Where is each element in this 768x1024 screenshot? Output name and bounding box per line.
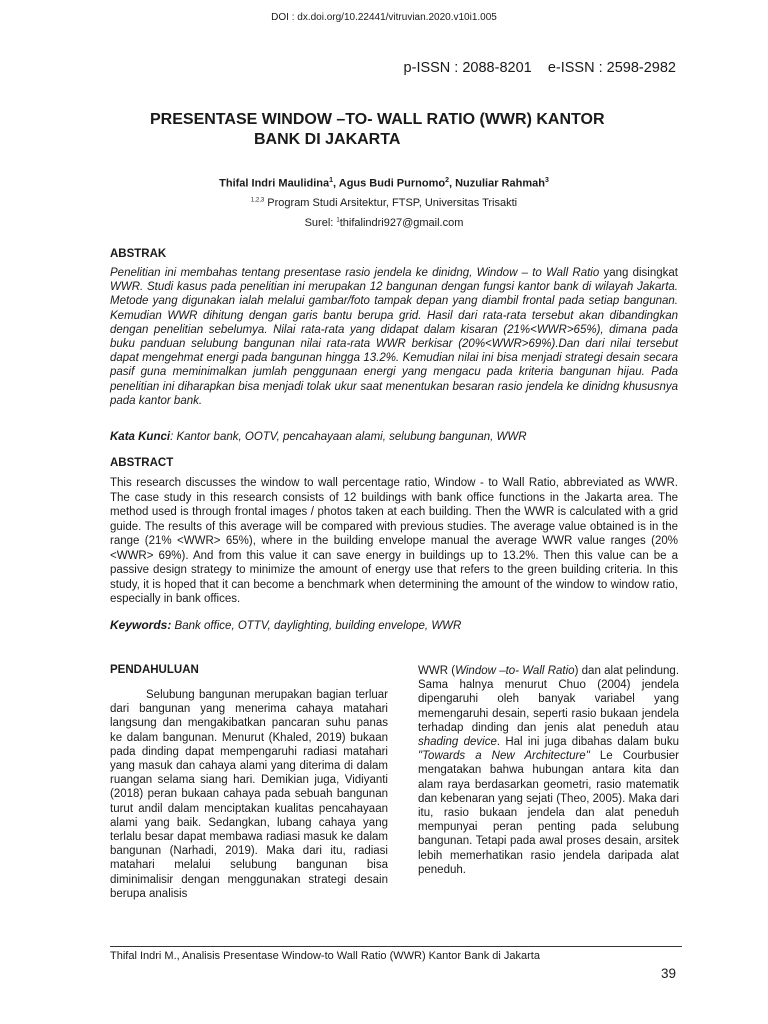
right-text-b: Window –to- Wall Ratio (455, 665, 575, 677)
pendahuluan-heading: PENDAHULUAN (110, 664, 199, 676)
kata-kunci-label: Kata Kunci (110, 431, 171, 443)
right-text-c: ) dan alat pelindung. Sama halnya menurut Chuo (2004) jendela dipengaruhi oleh banyak variabel yang memengaruhi desain, seperti rasio bukaan jendela terhadap dinding dan jenis alat peneduh atau (418, 665, 680, 734)
right-text-f: "Towards a New Architecture" (418, 750, 590, 763)
abstrak-part-2: yang disingkat (599, 267, 678, 279)
author-3-sup: 3 (544, 177, 549, 184)
right-text-g: Le Courbusier mengatakan bahwa hubungan antara kita dan alam raya berdasarkan geometri, rasio matematik dan kebenaran yang sejati (Theo, 2005). Maka dari itu, rasio bukaan jendela dan alat peneduh mempunyai peran penting pada selubung bangunan. Tetapi pada awal proses desain, arsitek lebih memerhatikan rasio jendela daripada alat peneduh. (418, 750, 680, 876)
affiliation-sup: 1,2,3 (250, 197, 265, 204)
paper-title (150, 110, 690, 150)
pendahuluan-right-column (418, 664, 679, 877)
affiliation (0, 197, 768, 209)
keywords (110, 618, 678, 632)
page-number: 39 (660, 966, 676, 981)
abstrak-body (110, 266, 678, 408)
issn-line: p-ISSN : 2088-8201 e-ISSN : 2598-2982 (403, 60, 676, 76)
pendahuluan-left-column (110, 688, 388, 901)
abstrak-part-1: Penelitian ini membahas tentang presentase rasio jendela ke dinidng, Window – to Wall Ratio (110, 267, 600, 279)
email-address: thifalindri927@gmail.com (339, 217, 464, 229)
abstrak-part-3: WWR. Studi kasus pada penelitian ini merupakan 12 bangunan dengan fungsi kantor bank di wilayah Jakarta. Metode yang digunakan ialah melalui gambar/foto tampak depan yang diambil frontal pada setiap bangunan. Kemudian WWR dihitung dengan garis bantu berupa grid. Hasil dari rata-rata tersebut akan dibandingkan dengan penelitian sebelumya. Nilai rata-rata yang didapat dalam kisaran (21%<WWR>65%), dimana pada buku panduan selubung bangunan nilai rata-rata WWR berkisar (20%<WWR>69%).Dan dari nilai tersebut dapat mengehmat energi pada bangunan hingga 13.2%. Kemudian nilai ini bisa menjadi strategi desain secara pasif guna meminimalkan jumlah penggunaan energi yang mengacu pada kriteria bangunan hijau. Pada penelitian ini diharapkan bisa menjadi tolak ukur saat menentukan besaran rasio jendela ke dinidng khususnya pada kantor bank. (110, 281, 678, 407)
author-1: Thifal Indri Maulidina (219, 177, 330, 190)
right-text-e: . Hal ini juga dibahas dalam buku (496, 736, 679, 749)
abstract-body: This research discusses the window to wall percentage ratio, Window - to Wall Ratio, abbreviated as WWR. The case study in this research consists of 12 buildings with bank office functions in the Jakarta area. The method used is through frontal images / photos taken at each building. Then the WWR is calculated with a grid guide. The results of this average will be compared with previous studies. The average value obtained is in the range (21% <WWR> 65%), where in the building envelope manual the average WWR value ranges (20% <WWR> 69%). And from this value it can save energy in buildings up to 13.2%. Then this value can be a passive design strategy to minimize the amount of energy use that refers to the green building criteria. In this study, it is hoped that it can become a benchmark when determining the amount of the window to window ratio, especially in bank offices. (110, 477, 678, 605)
keywords-label: Keywords: (110, 618, 172, 632)
author-2-sup: 2 (445, 177, 449, 184)
kata-kunci (110, 431, 678, 443)
running-footer: Thifal Indri M., Analisis Presentase Window-to Wall Ratio (WWR) Kantor Bank di Jakarta (110, 950, 540, 962)
email-line (0, 217, 768, 229)
kata-kunci-text: : Kantor bank, OOTV, pencahayaan alami, selubung bangunan, WWR (170, 431, 527, 443)
keywords-text: Bank office, OTTV, daylighting, building envelope, WWR (171, 620, 462, 632)
abstract-heading: ABSTRACT (110, 457, 174, 469)
doi-line: DOI : dx.doi.org/10.22441/vitruvian.2020.v10i1.005 (271, 12, 497, 23)
email-prefix: Surel: (304, 217, 337, 229)
abstrak-heading: ABSTRAK (110, 248, 167, 260)
email-sup: 1 (336, 217, 340, 224)
title-line-1: PRESENTASE WINDOW –TO- WALL RATIO (WWR) KANTOR (150, 111, 605, 128)
affiliation-text: Program Studi Arsitektur, FTSP, Universitas Trisakti (264, 197, 518, 209)
author-3: Nuzuliar Rahmah (455, 177, 545, 190)
right-text-a: WWR ( (418, 665, 456, 677)
title-line-2: BANK DI JAKARTA (254, 131, 401, 148)
author-2: Agus Budi Purnomo (338, 177, 446, 190)
author-1-sup: 1 (329, 177, 334, 184)
right-text-d: shading device (418, 736, 497, 749)
pendahuluan-left-text: Selubung bangunan merupakan bagian terluar dari bangunan yang menerima cahaya matahari langsung dan mengakibatkan pancaran suhu panas ke dalam bangunan. Menurut (Khaled, 2019) bukaan pada dinding dapat mempengaruhi radiasi matahari yang masuk dan cahaya alami yang diterima di dalam ruangan selama siang hari. Demikian juga, Vidiyanti (2018) peran bukaan cahaya pada sebuah bangunan turut andil dalam menciptakan kualitas pencahayaan alami yang baik. Sedangkan, lubang cahaya yang terlalu besar dapat membawa radiasi masuk ke dalam bangunan (Narhadi, 2019). Maka dari itu, radiasi matahari melalui selubung bangunan bisa diminimalisir dengan menggunakan strategi desain berupa analisis (110, 689, 388, 900)
footer-divider (110, 946, 682, 947)
author-list: Thifal Indri Maulidina$^1$, Agus Budi Purnomo$^2$, Nuzuliar Rahmah$^3$ (219, 177, 549, 190)
